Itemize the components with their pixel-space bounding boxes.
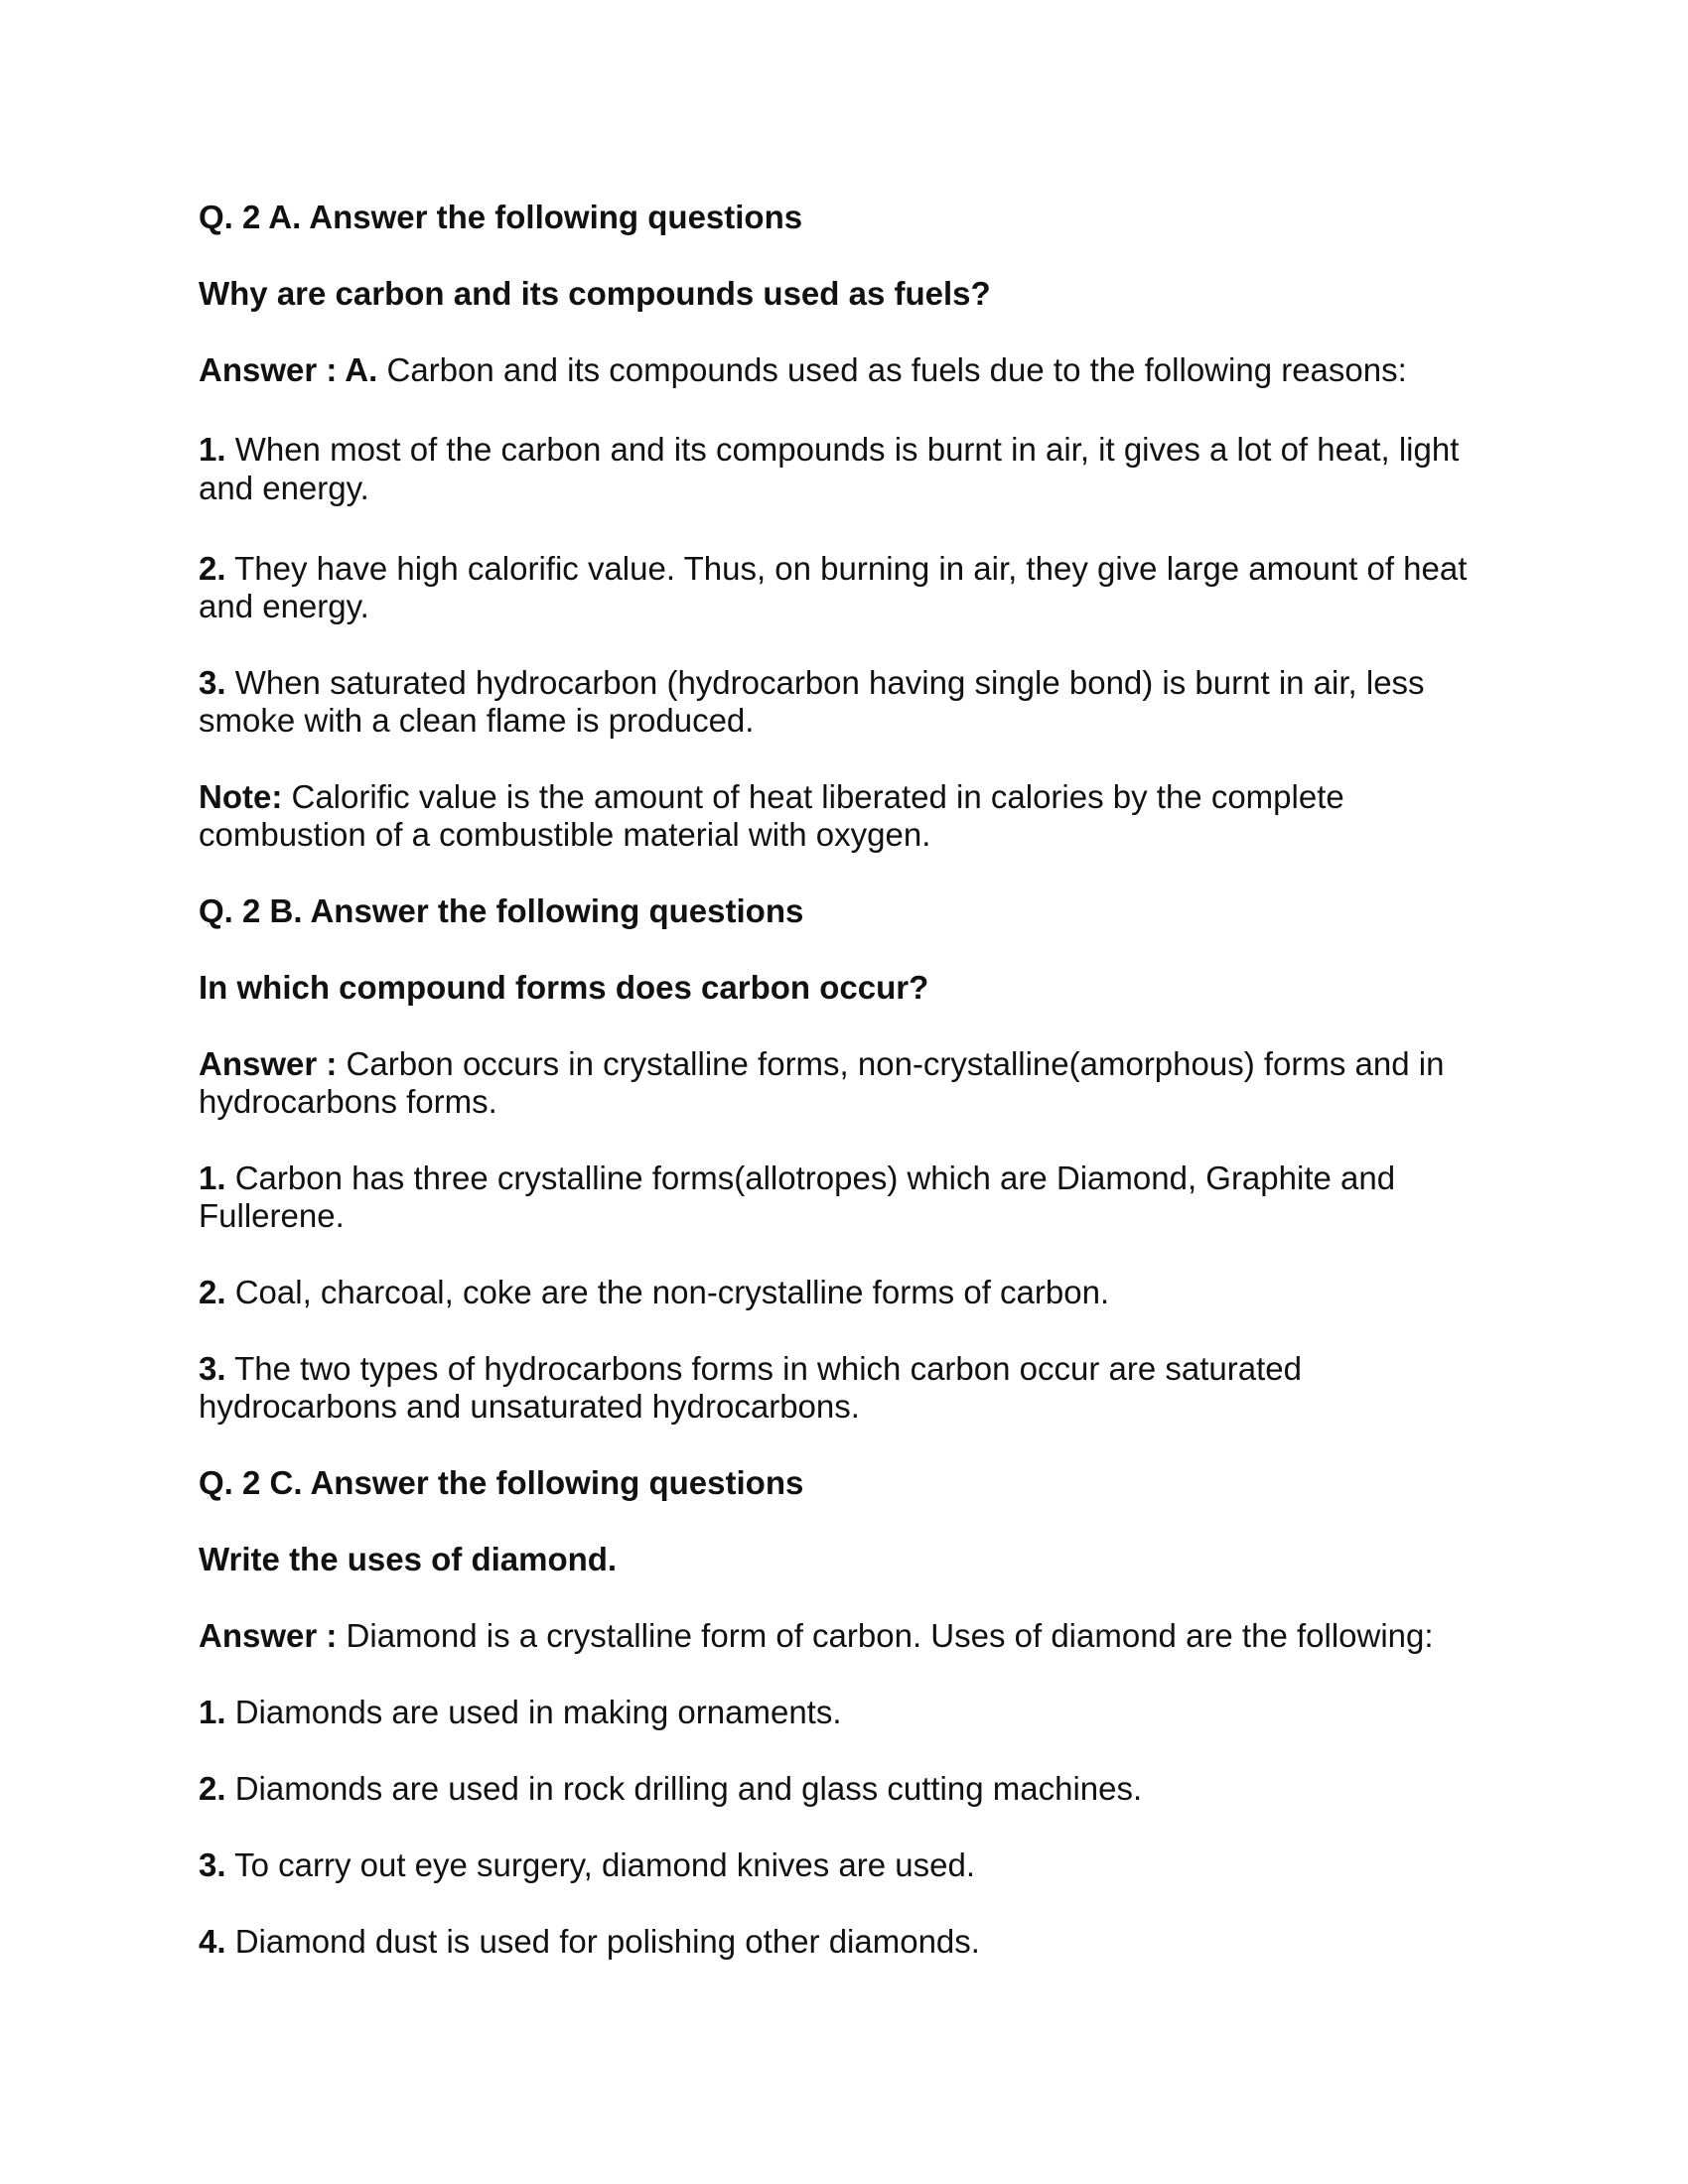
q2a-question: Why are carbon and its compounds used as fuels? — [199, 275, 991, 312]
point-number: 3. — [199, 664, 226, 701]
point-text: When saturated hydrocarbon (hydrocarbon having single bond) is burnt in air, less — [225, 664, 1425, 701]
q2a-note — [199, 778, 1344, 816]
note-text: Calorific value is the amount of heat liberated in calories by the complete — [282, 778, 1344, 815]
q2b-point-1 — [199, 1160, 1395, 1197]
answer-label: Answer : — [199, 1617, 338, 1654]
q2a-point-2 — [199, 550, 1467, 588]
point-text: When most of the carbon and its compounds is burnt in air, it gives a lot of heat, light — [225, 431, 1460, 468]
q2a-point-2-cont: and energy. — [199, 588, 369, 624]
point-number: 3. — [199, 1846, 226, 1883]
point-text: Coal, charcoal, coke are the non-crystalline forms of carbon. — [225, 1274, 1110, 1310]
q2a-point-3 — [199, 664, 1425, 702]
point-text: To carry out eye surgery, diamond knives are used. — [225, 1846, 976, 1883]
q2b-point-3-cont: hydrocarbons and unsaturated hydrocarbons. — [199, 1388, 860, 1425]
answer-text: Carbon and its compounds used as fuels due to the following reasons: — [377, 351, 1407, 388]
answer-label: Answer : — [199, 1045, 338, 1082]
q2c-heading: Q. 2 C. Answer the following questions — [199, 1464, 804, 1501]
point-text: The two types of hydrocarbons forms in which carbon occur are saturated — [225, 1350, 1302, 1387]
point-number: 1. — [199, 1160, 226, 1196]
q2b-point-2 — [199, 1274, 1109, 1311]
q2a-point-1-cont: and energy. — [199, 470, 369, 506]
point-number: 2. — [199, 1274, 226, 1310]
point-number: 4. — [199, 1923, 226, 1960]
q2a-note-cont: combustion of a combustible material with oxygen. — [199, 816, 931, 853]
q2c-point-1 — [199, 1694, 842, 1731]
q2b-answer-cont: hydrocarbons forms. — [199, 1083, 497, 1120]
q2c-point-2 — [199, 1770, 1142, 1808]
point-number: 1. — [199, 431, 226, 468]
point-number: 2. — [199, 1770, 226, 1807]
q2a-heading: Q. 2 A. Answer the following questions — [199, 199, 803, 235]
point-text: Carbon has three crystalline forms(allotropes) which are Diamond, Graphite and — [225, 1160, 1396, 1196]
point-number: 3. — [199, 1350, 226, 1387]
q2a-point-3-cont: smoke with a clean flame is produced. — [199, 702, 755, 739]
q2b-heading: Q. 2 B. Answer the following questions — [199, 892, 804, 929]
q2c-answer — [199, 1617, 1434, 1655]
q2a-answer — [199, 351, 1407, 389]
q2b-point-1-cont: Fullerene. — [199, 1197, 345, 1234]
answer-text: Carbon occurs in crystalline forms, non-crystalline(amorphous) forms and in — [337, 1045, 1445, 1082]
point-text: Diamonds are used in making ornaments. — [225, 1694, 842, 1730]
q2c-point-3 — [199, 1846, 975, 1884]
point-number: 2. — [199, 550, 226, 587]
q2c-question: Write the uses of diamond. — [199, 1541, 618, 1577]
q2c-point-4 — [199, 1923, 980, 1961]
q2b-point-3 — [199, 1350, 1302, 1388]
answer-text: Diamond is a crystalline form of carbon. Uses of diamond are the following: — [337, 1617, 1434, 1654]
point-text: Diamonds are used in rock drilling and glass cutting machines. — [225, 1770, 1143, 1807]
q2b-answer — [199, 1045, 1444, 1083]
note-label: Note: — [199, 778, 283, 815]
q2a-point-1 — [199, 431, 1459, 469]
q2b-question: In which compound forms does carbon occur? — [199, 969, 929, 1006]
point-text: They have high calorific value. Thus, on burning in air, they give large amount of heat — [225, 550, 1468, 587]
answer-label: Answer : A. — [199, 351, 378, 388]
point-number: 1. — [199, 1694, 226, 1730]
point-text: Diamond dust is used for polishing other diamonds. — [225, 1923, 980, 1960]
